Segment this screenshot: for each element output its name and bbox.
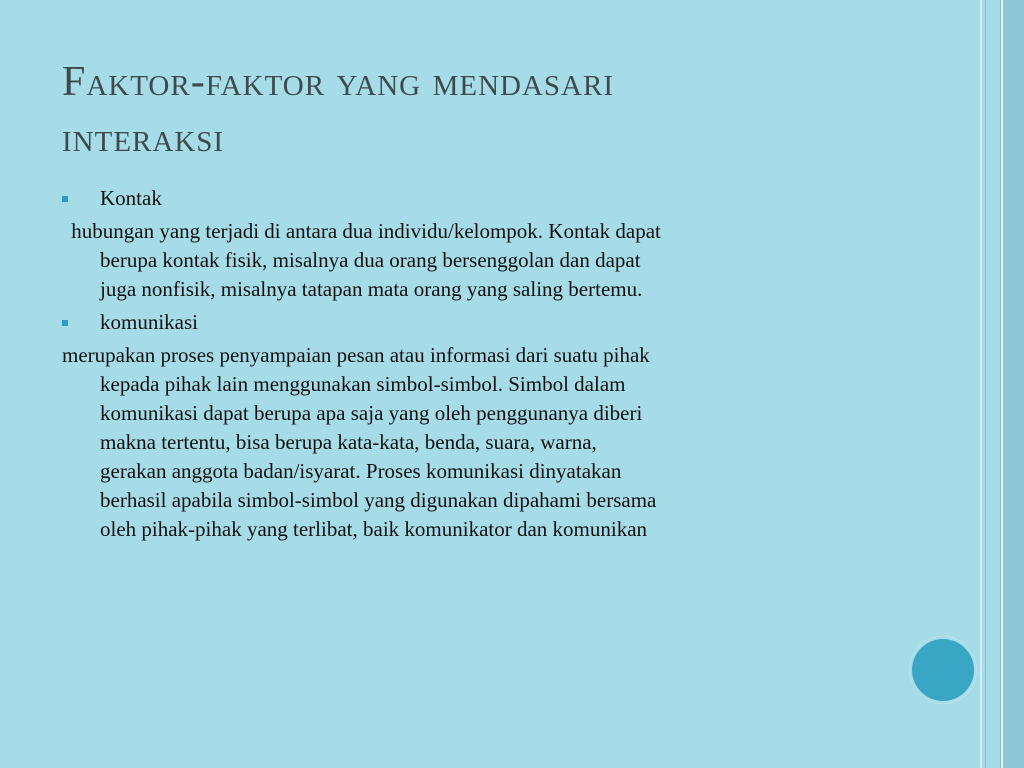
- border-line: [980, 0, 982, 768]
- border-strip: [985, 0, 1001, 768]
- paragraph-komunikasi: [62, 341, 662, 544]
- bullet-square-icon: [62, 320, 68, 326]
- paragraph-text: merupakan proses penyampaian pesan atau informasi dari suatu pihak kepada pihak lain menggunakan simbol-simbol. Simbol dalam komunikasi dapat berupa apa saja yang oleh penggunanya diberi makna tertentu, bisa berupa kata-kata, benda, suara, warna, gerakan anggota badan/isyarat. Proses komunikasi dinyatakan berhasil apabila simbol-simbol yang digunakan dipahami bersama oleh pihak-pihak yang terlibat, baik komunikator dan komunikan: [62, 343, 657, 541]
- bullet-item-komunikasi: [62, 308, 662, 337]
- border-strip-outer: [1001, 0, 1024, 768]
- bullet-label: Kontak: [100, 186, 162, 210]
- paragraph-text: hubungan yang terjadi di antara dua individu/kelompok. Kontak dapat berupa kontak fisik, misalnya dua orang bersenggolan dan dapat juga nonfisik, misalnya tatapan mata orang yang saling bertemu.: [71, 219, 661, 301]
- slide-body: [62, 184, 662, 548]
- bullet-square-icon: [62, 196, 68, 202]
- slide-title: Faktor-faktor yang mendasari interaksi: [62, 59, 615, 161]
- bullet-label: komunikasi: [100, 310, 198, 334]
- decorative-circle: [912, 639, 974, 701]
- paragraph-kontak: [62, 217, 662, 304]
- bullet-item-kontak: [62, 184, 662, 213]
